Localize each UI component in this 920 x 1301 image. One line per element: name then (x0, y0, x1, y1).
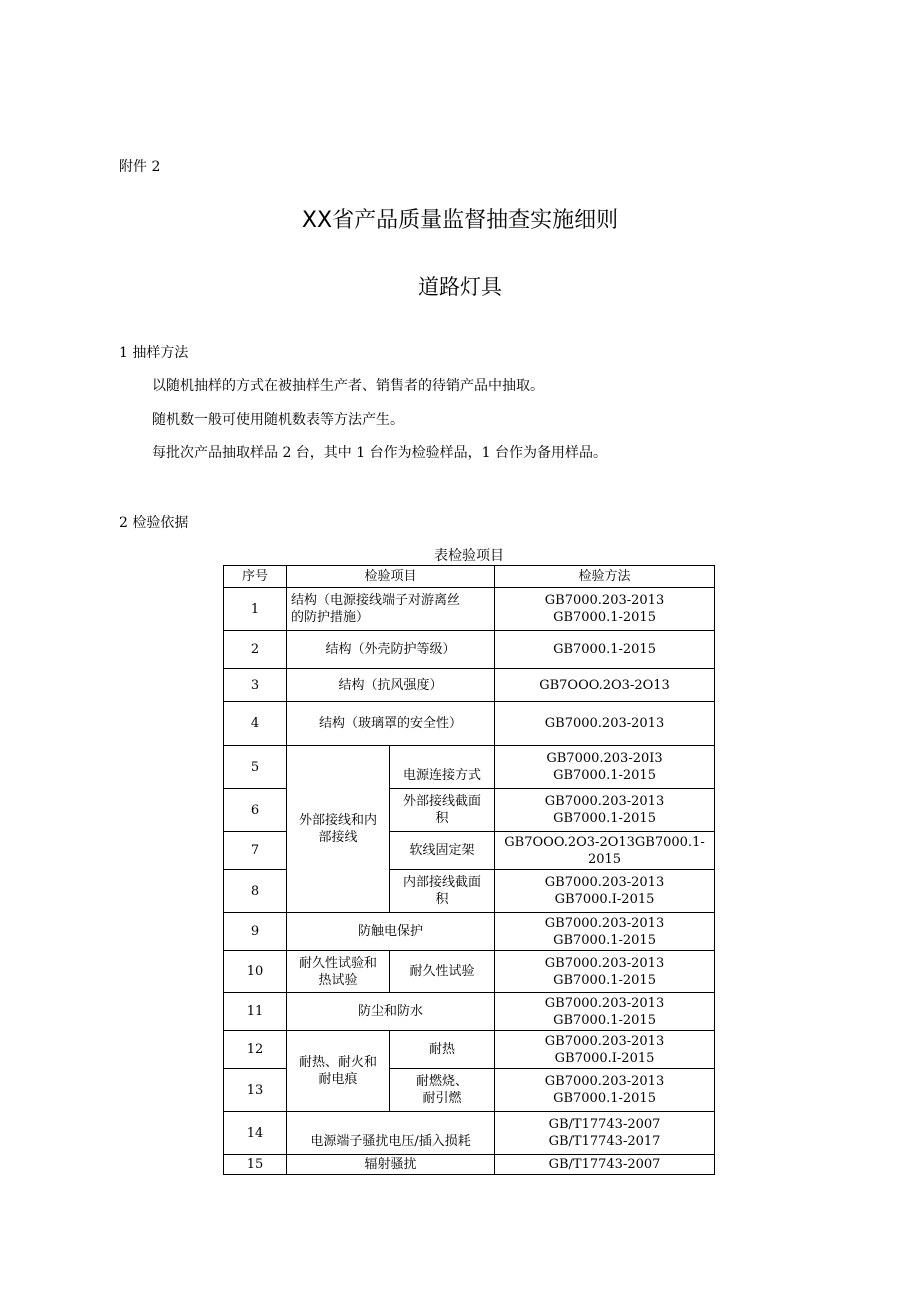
table-row (224, 631, 715, 669)
table-row (224, 702, 715, 746)
cell-no: 7 (224, 832, 287, 870)
cell-group: 耐热、耐火和 耐电痕 (287, 1031, 390, 1112)
section1-paragraph: 以随机抽样的方式在被抽样生产者、销售者的待销产品中抽取。 (152, 378, 544, 394)
cell-no: 12 (224, 1031, 287, 1069)
section1-paragraph: 随机数一般可使用随机数表等方法产生。 (152, 412, 404, 428)
cell-item: 防尘和防水 (287, 993, 495, 1031)
cell-method: GB7OOO.2O3-2O13GB7000.1- 2015 (495, 832, 715, 870)
cell-item: 结构（玻璃罩的安全性） (287, 702, 495, 746)
cell-subitem: 耐久性试验 (390, 951, 495, 993)
table-row (224, 588, 715, 631)
cell-group: 外部接线和内 部接线 (287, 746, 390, 913)
cell-no: 8 (224, 870, 287, 913)
cell-item: 结构（抗风强度） (287, 669, 495, 702)
cell-no: 1 (224, 588, 287, 631)
cell-method: GB/T17743-2007 GB/T17743-2017 (495, 1112, 715, 1155)
cell-no: 6 (224, 789, 287, 832)
table-row (224, 1112, 715, 1155)
cell-no: 15 (224, 1155, 287, 1175)
cell-no: 11 (224, 993, 287, 1031)
section1-paragraph: 每批次产品抽取样品 2 台，其中 1 台作为检验样品，1 台作为备用样品。 (152, 445, 607, 461)
cell-item: 结构（外壳防护等级） (287, 631, 495, 669)
document-subtitle: 道路灯具 (418, 275, 502, 299)
table-row (224, 913, 715, 951)
cell-method: GB7000.1-2015 (495, 631, 715, 669)
cell-method: GB7000.203-2013 GB7000.1-2015 (495, 588, 715, 631)
cell-method: GB7000.203-2013 GB7000.1-2015 (495, 913, 715, 951)
cell-item: 辐射骚扰 (287, 1155, 495, 1175)
cell-method: GB7000.203-2013 GB7000.1-2015 (495, 951, 715, 993)
inspection-table (223, 565, 715, 1175)
cell-no: 14 (224, 1112, 287, 1155)
cell-subitem: 软线固定架 (390, 832, 495, 870)
cell-method: GB7000.203-2013 GB7000.I-2015 (495, 1031, 715, 1069)
cell-no: 3 (224, 669, 287, 702)
cell-method: GB7000.203-20I3 GB7000.1-2015 (495, 746, 715, 789)
table-row (224, 993, 715, 1031)
cell-no: 4 (224, 702, 287, 746)
cell-subitem: 耐燃烧、 耐引燃 (390, 1069, 495, 1112)
cell-method: GB7000.203-2013 (495, 702, 715, 746)
cell-subitem: 外部接线截面 积 (390, 789, 495, 832)
header-method: 检验方法 (495, 566, 715, 588)
cell-method: GB7000.203-2013 GB7000.1-2015 (495, 993, 715, 1031)
cell-no: 5 (224, 746, 287, 789)
cell-item: 结构（电源接线端子对游离丝 的防护措施） (287, 588, 495, 631)
document-title: XX省产品质量监督抽查实施细则 (301, 208, 619, 233)
table-caption: 表检验项目 (434, 548, 504, 564)
cell-no: 2 (224, 631, 287, 669)
cell-method: GB/T17743-2007 (495, 1155, 715, 1175)
header-no: 序号 (224, 566, 287, 588)
cell-subitem: 耐热 (390, 1031, 495, 1069)
cell-method: GB7000.203-2013 GB7000.1-2015 (495, 1069, 715, 1112)
cell-group: 耐久性试验和 热试验 (287, 951, 390, 993)
table-row (224, 951, 715, 993)
table-row (224, 669, 715, 702)
cell-method: GB7000.203-2013 GB7000.1-2015 (495, 789, 715, 832)
cell-method: GB7OOO.2O3-2O13 (495, 669, 715, 702)
cell-item: 电源端子骚扰电压/插入损耗 (287, 1112, 495, 1155)
cell-subitem: 内部接线截面 积 (390, 870, 495, 913)
cell-no: 10 (224, 951, 287, 993)
table-header-row (224, 566, 715, 588)
appendix-label: 附件 2 (119, 159, 161, 175)
cell-item: 防触电保护 (287, 913, 495, 951)
table-row (224, 1155, 715, 1175)
table-row (224, 746, 715, 789)
cell-no: 13 (224, 1069, 287, 1112)
header-item: 检验项目 (287, 566, 495, 588)
cell-subitem: 电源连接方式 (390, 746, 495, 789)
cell-method: GB7000.203-2013 GB7000.I-2015 (495, 870, 715, 913)
section2-heading: 2 检验依据 (119, 515, 189, 531)
table-row (224, 1031, 715, 1069)
cell-no: 9 (224, 913, 287, 951)
section1-heading: 1 抽样方法 (119, 345, 189, 361)
